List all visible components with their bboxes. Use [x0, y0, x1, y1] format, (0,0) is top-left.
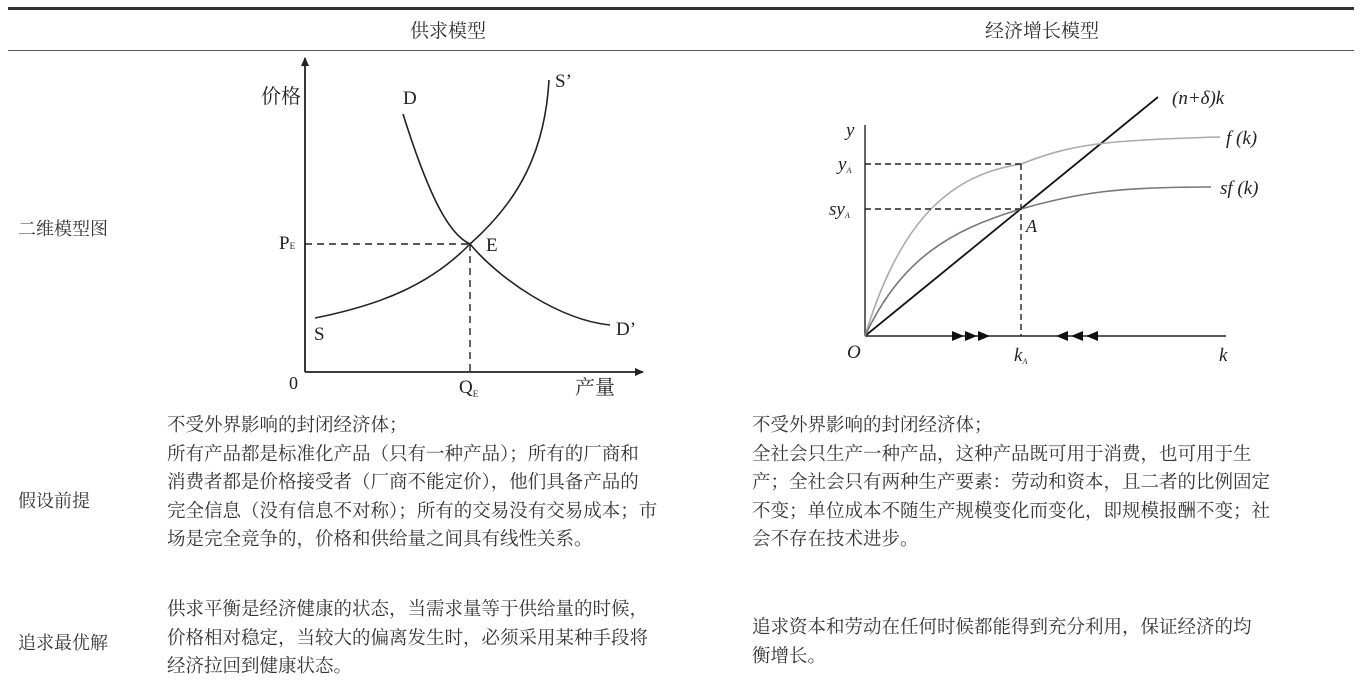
s-prime-label: S’	[555, 71, 572, 92]
sya-label: syA	[829, 199, 850, 220]
left-arrows-icon	[1056, 331, 1098, 341]
s-label: S	[314, 324, 325, 345]
growth-assumptions	[752, 412, 1270, 555]
header-supply-demand: 供求模型	[410, 20, 487, 42]
supply-demand-diagram	[261, 58, 643, 399]
supply-curve	[315, 80, 549, 318]
ka-label: kA	[1014, 345, 1028, 366]
e-label: E	[486, 235, 498, 256]
fk-curve	[865, 137, 1220, 336]
a-label: A	[1026, 216, 1037, 236]
text-line: 全社会只生产一种产品，这种产品既可用于消费，也可用于生	[752, 443, 1252, 465]
text-line: 完全信息（没有信息不对称）；所有的交易没有交易成本；市	[167, 500, 658, 522]
quantity-label: 产量	[575, 377, 615, 399]
qe-label: $Q_E$	[459, 377, 479, 399]
depreciation-line	[865, 97, 1158, 336]
text-line: 场是完全竞争的，价格和供给量之间具有线性关系。	[167, 529, 593, 550]
text-line: 追求资本和劳动在任何时候都能得到充分利用，保证经济的均	[752, 617, 1252, 638]
d-label: D	[403, 88, 417, 109]
text-line: 会不存在技术进步。	[752, 529, 919, 550]
text-line: 经济拉回到健康状态。	[167, 656, 353, 677]
right-arrows-icon	[952, 331, 990, 341]
pe-label: PE	[279, 233, 296, 254]
text-line: 衡增长。	[752, 645, 827, 667]
origin-o-label: O	[847, 342, 861, 363]
d-prime-label: D’	[616, 319, 637, 340]
origin-label: 0	[289, 373, 298, 393]
text-line: 不变；单位成本不随生产规模变化而变化，即规模报酬不变；社	[752, 500, 1271, 522]
price-label: 价格	[261, 86, 301, 108]
growth-optimal	[752, 614, 1252, 671]
text-line: 供求平衡是经济健康的状态，当需求量等于供给量的时候，	[167, 599, 649, 620]
demand-curve	[403, 114, 610, 325]
row-label-assumptions: 假设前提	[18, 491, 90, 512]
y-label: y	[846, 120, 855, 141]
growth-model-diagram	[829, 88, 1259, 366]
text-line: 价格相对稳定，当较大的偏离发生时，必须采用某种手段将	[167, 627, 649, 649]
ya-label: yA	[838, 154, 852, 175]
text-line: 不受外界影响的封闭经济体；	[167, 415, 408, 436]
supply-demand-optimal	[167, 596, 648, 682]
text-line: 所有产品都是标准化产品（只有一种产品）；所有的厂商和	[167, 443, 639, 465]
text-line: 不受外界影响的封闭经济体；	[752, 415, 993, 436]
text-line: 产；全社会只有两种生产要素：劳动和资本，且二者的比例固定	[752, 472, 1271, 493]
row-label-diagram: 二维模型图	[18, 219, 108, 240]
k-label: k	[1219, 345, 1228, 366]
row-label-optimal: 追求最优解	[18, 633, 108, 654]
depreciation-label: (n+δ)k	[1172, 88, 1225, 109]
text-line: 消费者都是价格接受者（厂商不能定价），他们具备产品的	[167, 472, 639, 493]
supply-demand-assumptions	[167, 412, 657, 555]
fk-label: f (k)	[1226, 128, 1258, 149]
header-growth-model: 经济增长模型	[985, 20, 1100, 42]
sfk-label: sf (k)	[1220, 178, 1259, 199]
